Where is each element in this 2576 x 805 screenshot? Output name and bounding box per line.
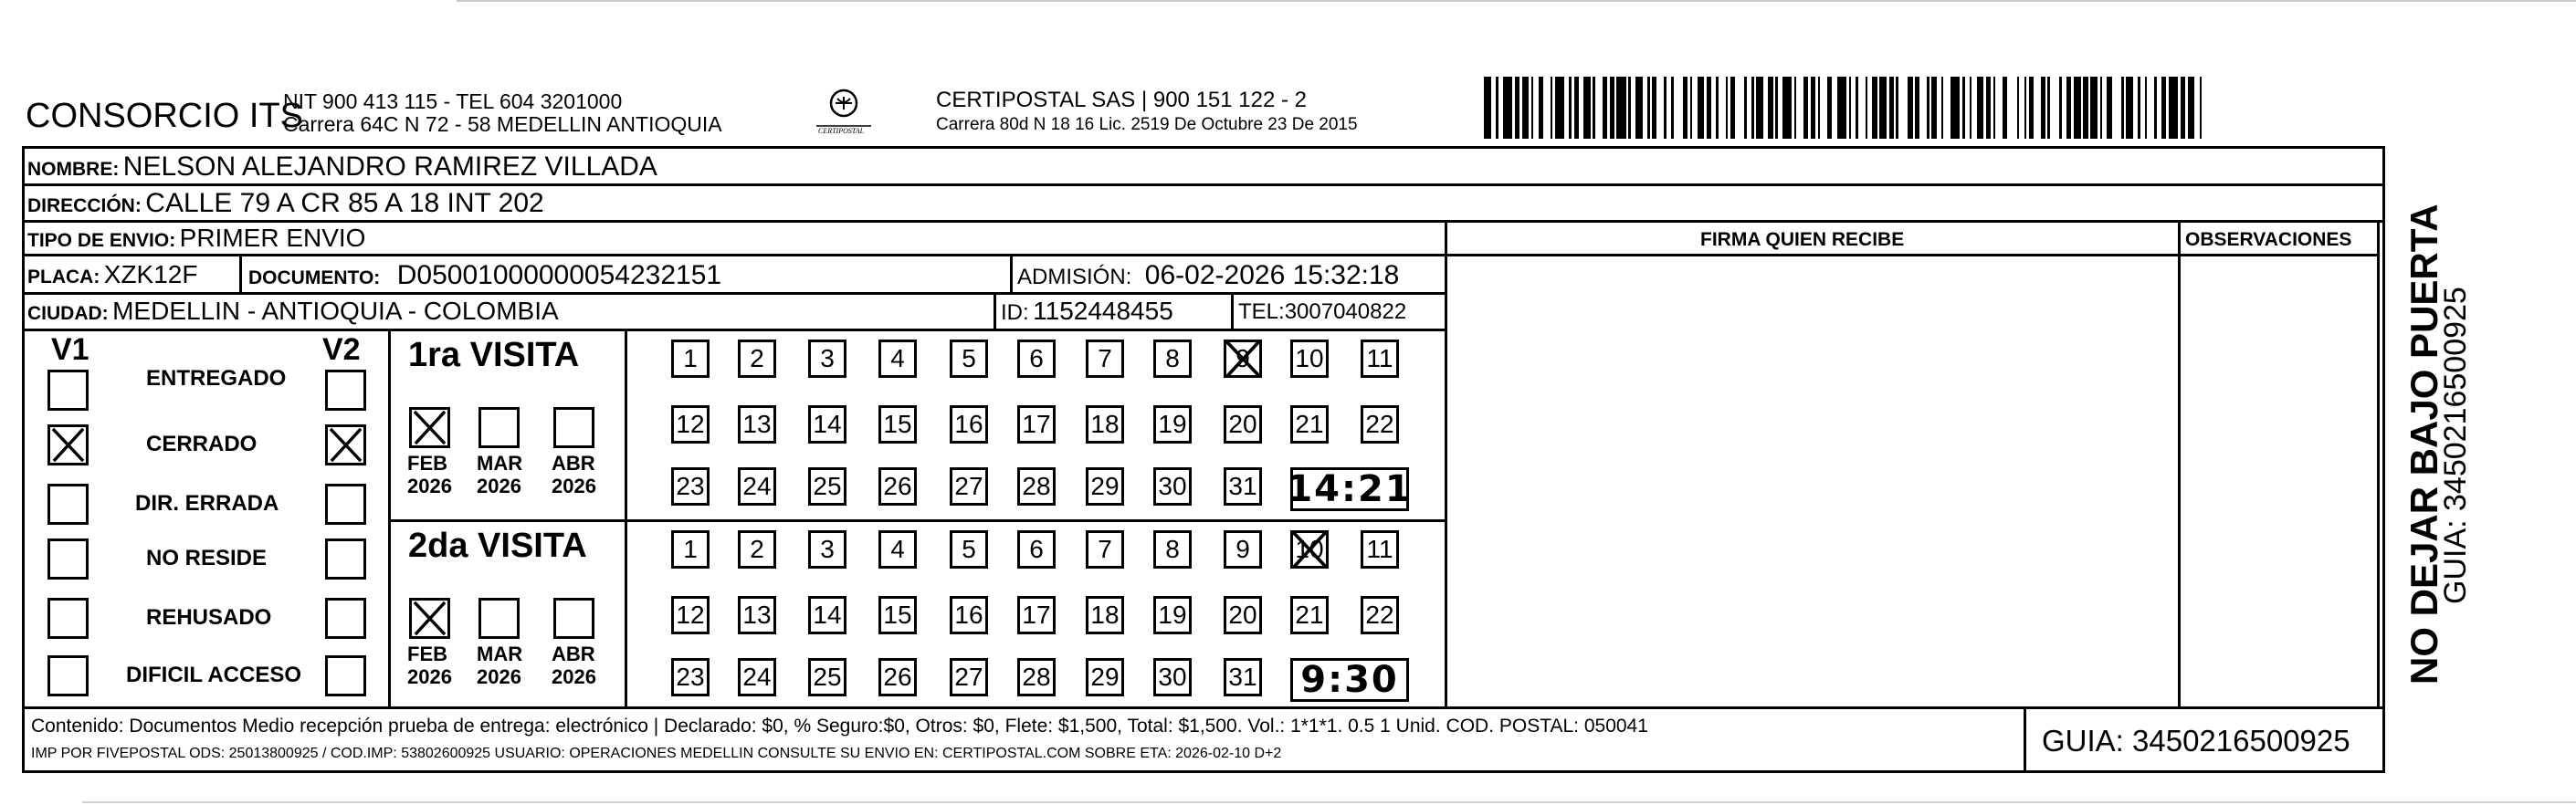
- month-year: 2026: [477, 665, 521, 688]
- day-box[interactable]: [671, 596, 710, 634]
- day-number: 27: [954, 663, 983, 691]
- nombre-label: NOMBRE:: [27, 159, 120, 180]
- day-number: 13: [742, 601, 772, 629]
- day-box[interactable]: [878, 467, 917, 506]
- day-number: 10: [1295, 344, 1324, 372]
- day-number: 5: [962, 344, 976, 372]
- footer-contenido: Contenido: Documentos Medio recepción prueba de entrega: electrónico | Declarado: $0, % Seguro:$0, Otros: $0, Flete: $1,500, Total: $1,500. Vol.: 1*1*1. 0.5 1 Unid. COD. POSTAL: 050041: [31, 716, 1648, 737]
- day-number: 17: [1022, 410, 1051, 438]
- day-number: 1: [683, 535, 698, 563]
- v1-checkbox[interactable]: [47, 598, 89, 639]
- divider: [22, 183, 2385, 186]
- day-box[interactable]: [1086, 530, 1124, 569]
- day-number: 17: [1022, 601, 1051, 629]
- day-box[interactable]: [1086, 596, 1124, 634]
- day-box[interactable]: [878, 405, 917, 444]
- no-dejar-bajo-puerta: NO DEJAR BAJO PUERTA: [2403, 204, 2445, 685]
- day-number: 14: [813, 410, 842, 438]
- day-number: 13: [742, 410, 772, 438]
- divider: [239, 256, 242, 292]
- month-year: 2026: [407, 475, 452, 497]
- v1-label: V1: [51, 332, 89, 367]
- month-checkbox[interactable]: [553, 407, 594, 448]
- day-number: 25: [813, 663, 842, 691]
- day-box[interactable]: [878, 340, 917, 378]
- day-box[interactable]: [1153, 340, 1192, 378]
- day-box[interactable]: [1361, 340, 1399, 378]
- day-box[interactable]: [808, 405, 846, 444]
- day-box[interactable]: [738, 530, 776, 569]
- day-box[interactable]: [1086, 467, 1124, 506]
- day-box[interactable]: [738, 658, 776, 696]
- day-box[interactable]: [1017, 658, 1056, 696]
- day-number: 19: [1158, 410, 1187, 438]
- direccion-value: CALLE 79 A CR 85 A 18 INT 202: [145, 188, 544, 218]
- status-label: REHUSADO: [146, 605, 272, 630]
- visit-divider: [388, 519, 1447, 522]
- day-number: 28: [1022, 663, 1051, 691]
- day-box[interactable]: [1086, 340, 1124, 378]
- month-checkbox[interactable]: [409, 407, 450, 448]
- day-number: 12: [676, 601, 705, 629]
- scan-edge-line: [457, 0, 2576, 2]
- day-number: 21: [1295, 410, 1324, 438]
- status-label: DIFICIL ACCESO: [126, 663, 302, 687]
- v2-label: V2: [322, 332, 361, 367]
- day-box[interactable]: [950, 658, 988, 696]
- day-box[interactable]: [1361, 596, 1399, 634]
- footer-imp: IMP POR FIVEPOSTAL ODS: 25013800925 / COD.IMP: 53802600925 USUARIO: OPERACIONES MEDELLIN CONSULTE SU ENVIO EN: CERTIPOSTAL.COM SOBRE ETA: 2026-02-10 D+2: [31, 746, 1282, 761]
- day-number: 15: [883, 601, 912, 629]
- day-box[interactable]: [1086, 658, 1124, 696]
- day-box[interactable]: [738, 467, 776, 506]
- day-number: 25: [813, 472, 842, 500]
- day-box[interactable]: [808, 340, 846, 378]
- day-number: 30: [1158, 472, 1187, 500]
- months-days-divider: [625, 329, 627, 706]
- day-box[interactable]: [950, 467, 988, 506]
- logo-text: CERTIPOSTAL: [818, 127, 865, 135]
- divider: [1231, 292, 1234, 329]
- month-checkbox[interactable]: [478, 407, 520, 448]
- tipo-label: TIPO DE ENVIO:: [27, 230, 176, 251]
- day-box[interactable]: [878, 530, 917, 569]
- day-number: 4: [890, 535, 905, 563]
- month-name: ABR: [552, 643, 595, 665]
- month-name: MAR: [477, 643, 523, 665]
- id-label: ID:: [1001, 300, 1029, 325]
- day-number: 9: [1235, 344, 1250, 372]
- carrier-address: Carrera 80d N 18 16 Lic. 2519 De Octubre 23 De 2015: [936, 115, 1358, 134]
- visit-time: 14:21: [1287, 468, 1413, 510]
- day-number: 16: [954, 601, 983, 629]
- divider: [22, 254, 1446, 256]
- day-box[interactable]: [808, 658, 846, 696]
- day-number: 12: [676, 410, 705, 438]
- month-name: ABR: [552, 452, 595, 475]
- status-label: ENTREGADO: [146, 366, 287, 391]
- day-box[interactable]: [1224, 405, 1262, 444]
- day-number: 24: [742, 472, 772, 500]
- company-nit: NIT 900 413 115 - TEL 604 3201000: [283, 89, 623, 113]
- day-number: 26: [883, 472, 912, 500]
- side-guia: GUIA: 3450216500925: [2438, 287, 2473, 604]
- month-year: 2026: [552, 475, 596, 497]
- company-address: Carrera 64C N 72 - 58 MEDELLIN ANTIOQUIA: [283, 112, 722, 136]
- day-number: 23: [676, 663, 705, 691]
- day-box[interactable]: [1224, 658, 1262, 696]
- divider: [22, 220, 2385, 223]
- day-box[interactable]: [671, 340, 710, 378]
- day-number: 7: [1098, 344, 1112, 372]
- v2-checkbox[interactable]: [325, 484, 366, 525]
- day-number: 18: [1090, 410, 1120, 438]
- divider: [22, 329, 1446, 331]
- month-year: 2026: [477, 475, 521, 497]
- nombre-row: [27, 153, 657, 181]
- day-number: 4: [890, 344, 905, 372]
- day-box[interactable]: [1361, 405, 1399, 444]
- day-number: 22: [1365, 410, 1394, 438]
- day-mark: [1224, 340, 1262, 378]
- footer-guia: GUIA: 3450216500925: [2042, 724, 2350, 758]
- v1-checkbox[interactable]: [47, 538, 89, 580]
- ciudad-label: CIUDAD:: [27, 303, 109, 324]
- v1-checkbox[interactable]: [47, 484, 89, 525]
- v1-checkbox[interactable]: [47, 655, 89, 696]
- documento-value: D05001000000054232151: [396, 260, 722, 290]
- day-number: 20: [1228, 601, 1257, 629]
- scan-edge-line: [82, 801, 2576, 803]
- day-box[interactable]: [738, 405, 776, 444]
- status-label: NO RESIDE: [146, 546, 268, 570]
- firma-label: FIRMA QUIEN RECIBE: [1700, 229, 1905, 250]
- day-box[interactable]: [808, 467, 846, 506]
- day-box[interactable]: [671, 530, 710, 569]
- day-box[interactable]: [1224, 596, 1262, 634]
- day-box[interactable]: [738, 596, 776, 634]
- day-box[interactable]: [1017, 467, 1056, 506]
- tel-label: TEL:: [1238, 299, 1285, 324]
- day-box[interactable]: [1290, 596, 1329, 634]
- day-box[interactable]: [1153, 530, 1192, 569]
- day-number: 21: [1295, 601, 1324, 629]
- day-number: 26: [883, 663, 912, 691]
- documento-label: DOCUMENTO:: [248, 267, 381, 288]
- day-mark: [1290, 530, 1329, 569]
- visit-title: 1ra VISITA: [408, 336, 580, 374]
- company-name: CONSORCIO ITS: [26, 97, 304, 135]
- day-number: 16: [954, 410, 983, 438]
- status-label: DIR. ERRADA: [135, 491, 279, 516]
- month-checkbox[interactable]: [478, 598, 520, 639]
- direccion-row: [27, 190, 544, 217]
- barcode: [1484, 77, 2205, 139]
- observaciones-right-divider: [2377, 220, 2380, 706]
- certipostal-logo: [811, 88, 877, 139]
- day-number: 29: [1090, 663, 1120, 691]
- day-box[interactable]: [1017, 530, 1056, 569]
- divider: [994, 292, 996, 329]
- day-box[interactable]: [878, 596, 917, 634]
- v1-checkbox[interactable]: [47, 370, 89, 411]
- day-number: 24: [742, 663, 772, 691]
- v1-checkbox[interactable]: [47, 424, 89, 465]
- observaciones-label: OBSERVACIONES: [2185, 229, 2352, 250]
- day-box[interactable]: [671, 658, 710, 696]
- day-number: 1: [683, 344, 698, 372]
- id-row: [1001, 298, 1173, 324]
- tel-value: 3007040822: [1284, 299, 1407, 324]
- placa-row: [27, 262, 197, 288]
- day-number: 14: [813, 601, 842, 629]
- observaciones-column-divider: [2178, 220, 2181, 706]
- month-year: 2026: [407, 665, 452, 688]
- visit-time-box[interactable]: [1287, 467, 1413, 511]
- day-number: 6: [1029, 535, 1044, 563]
- day-number: 19: [1158, 601, 1187, 629]
- day-box[interactable]: [1361, 530, 1399, 569]
- day-box[interactable]: [808, 596, 846, 634]
- day-box[interactable]: [950, 596, 988, 634]
- admision-label: ADMISIÓN:: [1017, 265, 1132, 289]
- day-box[interactable]: [950, 405, 988, 444]
- divider: [2024, 706, 2026, 773]
- month-name: FEB: [407, 452, 447, 475]
- day-box[interactable]: [1017, 340, 1056, 378]
- v2-checkbox[interactable]: [325, 598, 366, 639]
- divider: [1445, 254, 2380, 256]
- status-visits-divider: [388, 329, 391, 706]
- day-box[interactable]: [671, 405, 710, 444]
- admision-value: 06-02-2026 15:32:18: [1144, 260, 1400, 290]
- v2-checkbox[interactable]: [325, 538, 366, 580]
- footer-divider: [22, 706, 2385, 709]
- day-number: 3: [820, 344, 835, 372]
- day-box[interactable]: [1153, 467, 1192, 506]
- day-number: 10: [1295, 535, 1324, 563]
- v2-checkbox[interactable]: [325, 424, 366, 465]
- v2-checkbox[interactable]: [325, 370, 366, 411]
- day-box[interactable]: [738, 340, 776, 378]
- day-number: 18: [1090, 601, 1120, 629]
- placa-value: XZK12F: [103, 260, 198, 288]
- day-box[interactable]: [1290, 405, 1329, 444]
- admision-row: [1017, 262, 1399, 289]
- day-number: 6: [1029, 344, 1044, 372]
- tipo-value: PRIMER ENVIO: [179, 224, 366, 252]
- day-number: 2: [750, 535, 764, 563]
- day-number: 3: [820, 535, 835, 563]
- v2-checkbox[interactable]: [325, 655, 366, 696]
- day-box[interactable]: [1017, 596, 1056, 634]
- day-number: 27: [954, 472, 983, 500]
- day-box[interactable]: [1153, 405, 1192, 444]
- day-box[interactable]: [1224, 530, 1262, 569]
- day-box[interactable]: [878, 658, 917, 696]
- day-number: 8: [1165, 344, 1180, 372]
- day-number: 31: [1228, 472, 1257, 500]
- day-box[interactable]: [1290, 340, 1329, 378]
- day-box[interactable]: [808, 530, 846, 569]
- day-box[interactable]: [1153, 596, 1192, 634]
- carrier-name: CERTIPOSTAL SAS | 900 151 122 - 2: [936, 88, 1307, 112]
- nombre-value: NELSON ALEJANDRO RAMIREZ VILLADA: [122, 152, 657, 182]
- day-number: 23: [676, 472, 705, 500]
- visit-time-box[interactable]: [1290, 658, 1409, 702]
- ciudad-row: [27, 298, 559, 324]
- day-number: 30: [1158, 663, 1187, 691]
- day-number: 8: [1165, 535, 1180, 563]
- placa-label: PLACA:: [27, 267, 100, 288]
- status-label: CERRADO: [146, 432, 258, 456]
- day-box[interactable]: [1224, 340, 1262, 378]
- day-box[interactable]: [950, 530, 988, 569]
- month-name: FEB: [407, 643, 447, 665]
- day-number: 5: [962, 535, 976, 563]
- tel-row: [1238, 301, 1406, 323]
- id-value: 1152448455: [1033, 297, 1173, 325]
- month-checkbox[interactable]: [409, 598, 450, 639]
- tipo-row: [27, 225, 365, 251]
- month-name: MAR: [477, 452, 523, 475]
- day-box[interactable]: [1290, 530, 1329, 569]
- day-number: 22: [1365, 601, 1394, 629]
- day-box[interactable]: [950, 340, 988, 378]
- day-box[interactable]: [1224, 467, 1262, 506]
- day-number: 28: [1022, 472, 1051, 500]
- visit-time: 9:30: [1300, 659, 1399, 701]
- day-number: 9: [1235, 535, 1250, 563]
- direccion-label: DIRECCIÓN:: [27, 195, 142, 216]
- day-number: 2: [750, 344, 764, 372]
- visit-title: 2da VISITA: [408, 527, 587, 565]
- day-box[interactable]: [1017, 405, 1056, 444]
- day-number: 29: [1090, 472, 1120, 500]
- day-number: 15: [883, 410, 912, 438]
- documento-row: [248, 262, 721, 289]
- form-frame: [22, 146, 2385, 773]
- day-number: 11: [1366, 344, 1393, 372]
- ciudad-value: MEDELLIN - ANTIOQUIA - COLOMBIA: [112, 297, 559, 325]
- divider: [1010, 256, 1013, 292]
- day-box[interactable]: [671, 467, 710, 506]
- day-box[interactable]: [1153, 658, 1192, 696]
- month-checkbox[interactable]: [553, 598, 594, 639]
- day-number: 11: [1366, 535, 1393, 563]
- month-year: 2026: [552, 665, 596, 688]
- day-number: 20: [1228, 410, 1257, 438]
- day-number: 31: [1228, 663, 1257, 691]
- day-box[interactable]: [1086, 405, 1124, 444]
- day-number: 7: [1098, 535, 1112, 563]
